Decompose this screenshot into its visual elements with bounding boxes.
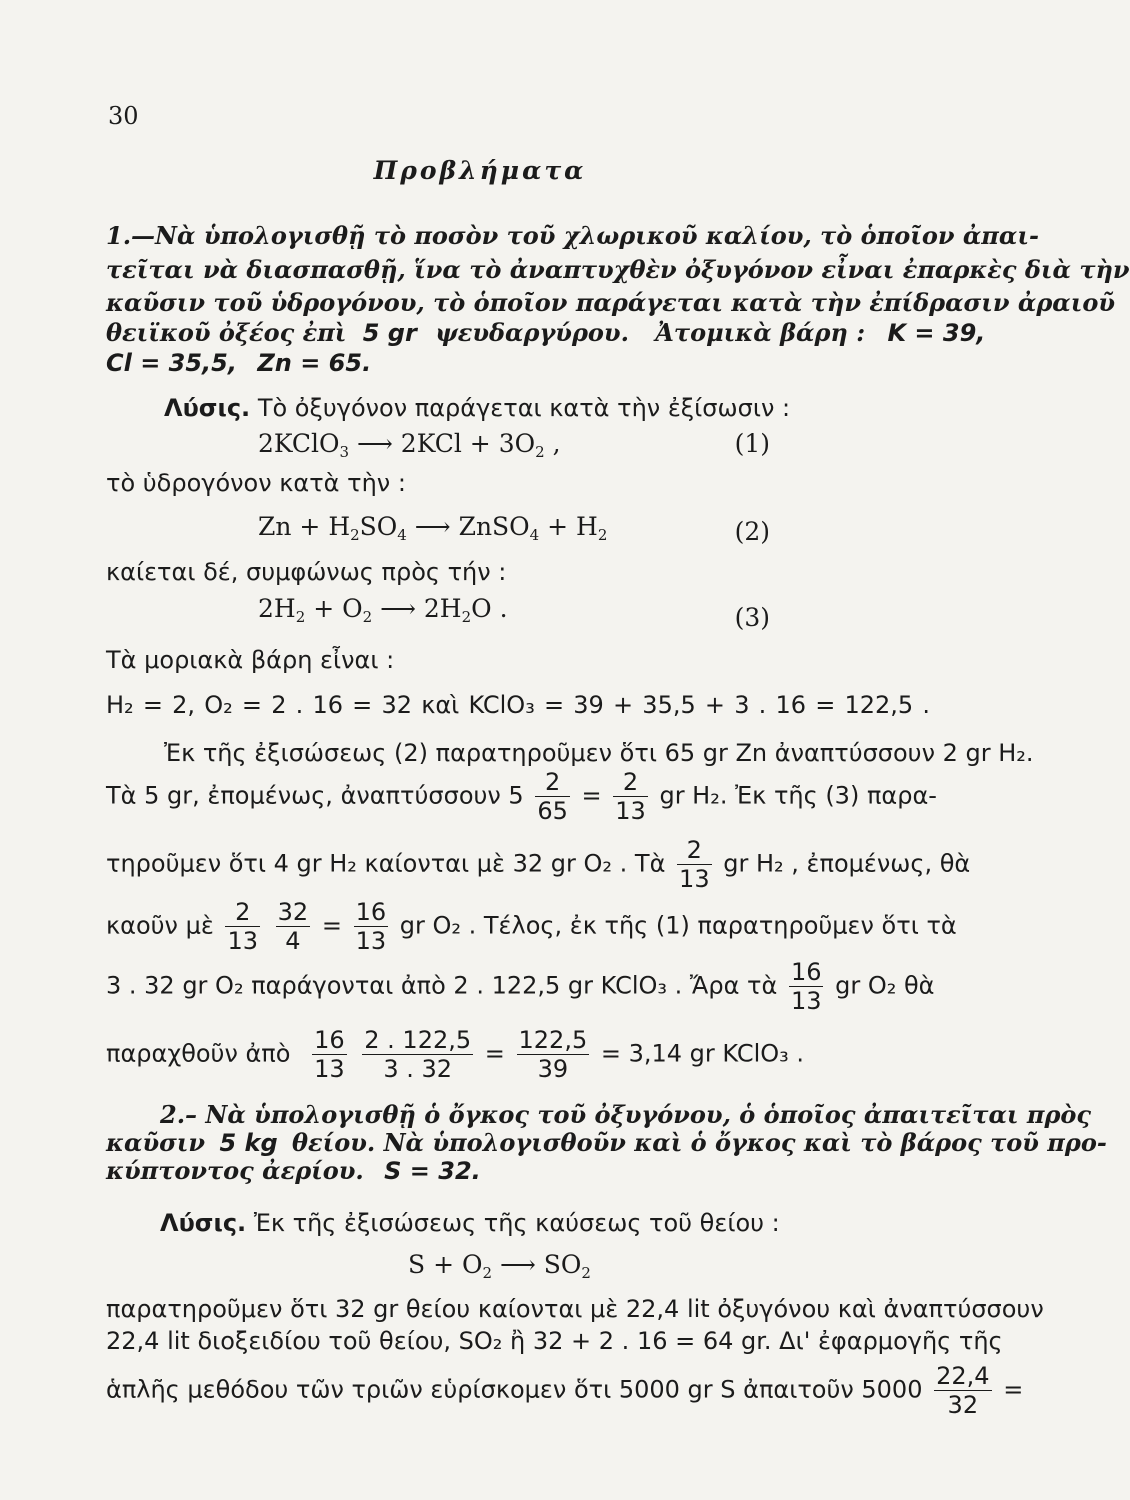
atomic-mass-s: S = 32. <box>384 1157 481 1185</box>
text-line-8: καοῦν μὲ $\frac{2}{13}$ $\frac{32}{4}$ = $\frac{16}{13}$ gr O₂ . Τέλος, ἐκ τῆς (1) παρατηροῦμεν ὅτι τὰ <box>106 898 957 955</box>
equation-number: (2) <box>734 517 770 546</box>
solution2-intro-line <box>160 1208 984 1238</box>
text-line: 22,4 lit διοξειδίου τοῦ θείου, SO₂ ἢ 32 + 2 . 16 = 64 gr. Δι' ἐφαρμογῆς τῆς <box>106 1327 1003 1355</box>
numerator: 2 <box>677 838 712 865</box>
text: κύπτοντος ἀερίου. <box>106 1156 364 1185</box>
problem1-line: τεῖται νὰ διασπασθῇ, ἵνα τὸ ἀναπτυχθὲν ὀξυγόνον εἶναι ἐπαρκὲς διὰ τὴν <box>106 255 1130 284</box>
equation-combustion: $S + O_2$ ⟶ $SO_2$ <box>408 1250 591 1282</box>
denominator: 3 . 32 <box>383 1055 453 1083</box>
fraction-22.4-over-32 <box>934 1364 991 1417</box>
fraction-32-over-4 <box>276 900 311 953</box>
denominator: 13 <box>227 927 258 955</box>
atomic-mass-cl: Cl = 35,5, <box>106 349 237 377</box>
problem1-line: καῦσιν τοῦ ὑδρογόνου, τὸ ὁποῖον παράγεται κατὰ τὴν ἐπίδρασιν ἀραιοῦ <box>106 288 1116 317</box>
text-line: καίεται δέ, συμφώνως πρὸς τήν : <box>106 558 507 586</box>
mass-given: 5 kg <box>219 1129 278 1157</box>
numerator: 16 <box>355 898 387 926</box>
denominator: 32 <box>947 1391 979 1419</box>
numerator: 2 <box>613 770 648 797</box>
text-line-final <box>106 1362 1024 1419</box>
denominator: 13 <box>790 987 822 1015</box>
numerator: 16 <box>790 958 822 986</box>
equation-number: (1) <box>734 429 770 458</box>
solution1-intro-line <box>164 393 988 423</box>
problem2-line-1: 2.– Νὰ ὑπολογισθῇ ὁ ὄγκος τοῦ ὀξυγόνου, ὁ ὁποῖος ἀπαιτεῖται πρὸς <box>160 1100 1092 1129</box>
text-line-6: Τὰ 5 gr, ἐπομένως, ἀναπτύσσουν 5 $\frac{2}{65}$ = $\frac{2}{13}$ gr H₂. Ἐκ τῆς (3) παρα- <box>106 768 937 825</box>
numerator: 16 <box>314 1026 345 1054</box>
numerator: 122,5 <box>518 1026 588 1054</box>
denominator: 39 <box>537 1055 569 1083</box>
equation-3: $2H_2 + O_2$ ⟶ $2H_2O$ . <box>258 594 508 626</box>
text-line-10: παραχθοῦν ἀπὸ $\frac{16}{13}$ $\frac{2 . 122,5}{3 . 32}$ = $\frac{122,5}{39}$ = 3,14 gr KClO₃ . <box>106 1026 805 1083</box>
text: Ἀτομικὰ βάρη : <box>655 318 866 347</box>
denominator: 13 <box>314 1055 345 1083</box>
fraction-2x122-over-3x32 <box>362 1028 473 1081</box>
page-number: 30 <box>108 102 139 130</box>
numerator: 2 <box>225 900 260 927</box>
denominator: 13 <box>679 865 710 893</box>
text: gr H₂. Ἐκ τῆς (3) παρα- <box>659 781 937 810</box>
text: Ἐκ τῆς ἐξισώσεως τῆς καύσεως τοῦ θείου : <box>253 1209 780 1237</box>
text: ψευδαργύρου. <box>435 318 629 347</box>
text-line: παρατηροῦμεν ὅτι 32 gr θείου καίονται μὲ 22,4 lit ὀξυγόνου καὶ ἀναπτύσσουν <box>106 1295 1044 1323</box>
fraction-16-over-13 <box>354 900 389 953</box>
numerator: 32 <box>277 898 309 926</box>
text: 3 . 32 gr O₂ παράγονται ἀπὸ 2 . 122,5 gr KClO₃ . Ἄρα τὰ <box>106 971 778 1000</box>
text: θείου. Νὰ ὑπολογισθοῦν καὶ ὁ ὄγκος καὶ τὸ βάρος τοῦ προ- <box>292 1128 1107 1157</box>
equation-number: (3) <box>734 603 770 632</box>
denominator: 13 <box>615 797 646 825</box>
problem1-line-4 <box>106 318 986 348</box>
solution-label: Λύσις. <box>160 1209 247 1237</box>
fraction-2-over-13 <box>225 900 260 953</box>
text: παραχθοῦν ἀπὸ <box>106 1039 291 1068</box>
text: Τὰ 5 gr, ἐπομένως, ἀναπτύσσουν 5 <box>106 781 524 810</box>
text-line: Ἐκ τῆς ἐξισώσεως (2) παρατηροῦμεν ὅτι 65 gr Zn ἀναπτύσσουν 2 gr H₂. <box>164 739 1034 767</box>
text-line-7 <box>106 836 971 893</box>
text: καοῦν μὲ <box>106 911 214 940</box>
text: = 3,14 gr KClO₃ . <box>600 1039 805 1068</box>
problem1-line-5 <box>106 348 930 378</box>
text: ἁπλῆς μεθόδου τῶν τριῶν εὑρίσκομεν ὅτι 5000 gr S ἀπαιτοῦν 5000 <box>106 1375 923 1404</box>
solution-label: Λύσις. <box>164 394 251 422</box>
problem2-line-3 <box>106 1156 930 1186</box>
denominator: 4 <box>285 927 301 955</box>
equation-2: $Zn + H_2SO_4$ ⟶ ZnSO$_4$ + $H_2$ <box>258 512 608 544</box>
text: θειϊκοῦ ὀξέος ἐπὶ <box>106 318 347 347</box>
fraction-16-over-13 <box>312 1028 347 1081</box>
fraction-2-over-65 <box>535 770 570 823</box>
text: = <box>1003 1375 1024 1404</box>
molar-masses-line: H₂ = 2, O₂ = 2 . 16 = 32 καὶ KClO₃ = 39 + 35,5 + 3 . 16 = 122,5 . <box>106 691 930 719</box>
section-heading: Προβλήματα <box>373 156 587 185</box>
problem1-line: 1.—Νὰ ὑπολογισθῇ τὸ ποσὸν τοῦ χλωρικοῦ καλίου, τὸ ὁποῖον ἀπαι- <box>106 221 1039 250</box>
atomic-mass-zn: Zn = 65. <box>257 349 372 377</box>
denominator: 13 <box>355 927 387 955</box>
fraction-122-over-39 <box>517 1028 590 1081</box>
text: καῦσιν <box>106 1128 206 1157</box>
fraction-2-over-13 <box>677 838 712 891</box>
text: gr H₂ , ἐπομένως, θὰ <box>723 849 971 878</box>
text: τηροῦμεν ὅτι 4 gr H₂ καίονται μὲ 32 gr O₂ . Τὰ <box>106 849 666 878</box>
numerator: 2 . 122,5 <box>364 1026 472 1054</box>
text-line: τὸ ὑδρογόνον κατὰ τὴν : <box>106 469 406 497</box>
numerator: 2 <box>535 770 570 797</box>
text-line: Τὰ μοριακὰ βάρη εἶναι : <box>106 646 395 674</box>
denominator: 65 <box>537 797 568 825</box>
text: gr O₂ θὰ <box>835 971 935 1000</box>
problem2-line-2 <box>106 1128 1107 1158</box>
fraction-16-over-13 <box>789 960 824 1013</box>
fraction-2-over-13 <box>613 770 648 823</box>
numerator: 22,4 <box>936 1362 990 1390</box>
text-line-9 <box>106 958 935 1015</box>
equation-1: 2KClO$_3$ ⟶ $2KCl + 3O_2$ , <box>258 429 561 461</box>
mass-given: 5 gr <box>362 319 417 347</box>
text: Τὸ ὀξυγόνον παράγεται κατὰ τὴν ἐξίσωσιν : <box>257 394 791 422</box>
text: gr O₂ . Τέλος, ἐκ τῆς (1) παρατηροῦμεν ὅτι τὰ <box>399 911 957 940</box>
atomic-mass-k: K = 39, <box>887 319 986 347</box>
